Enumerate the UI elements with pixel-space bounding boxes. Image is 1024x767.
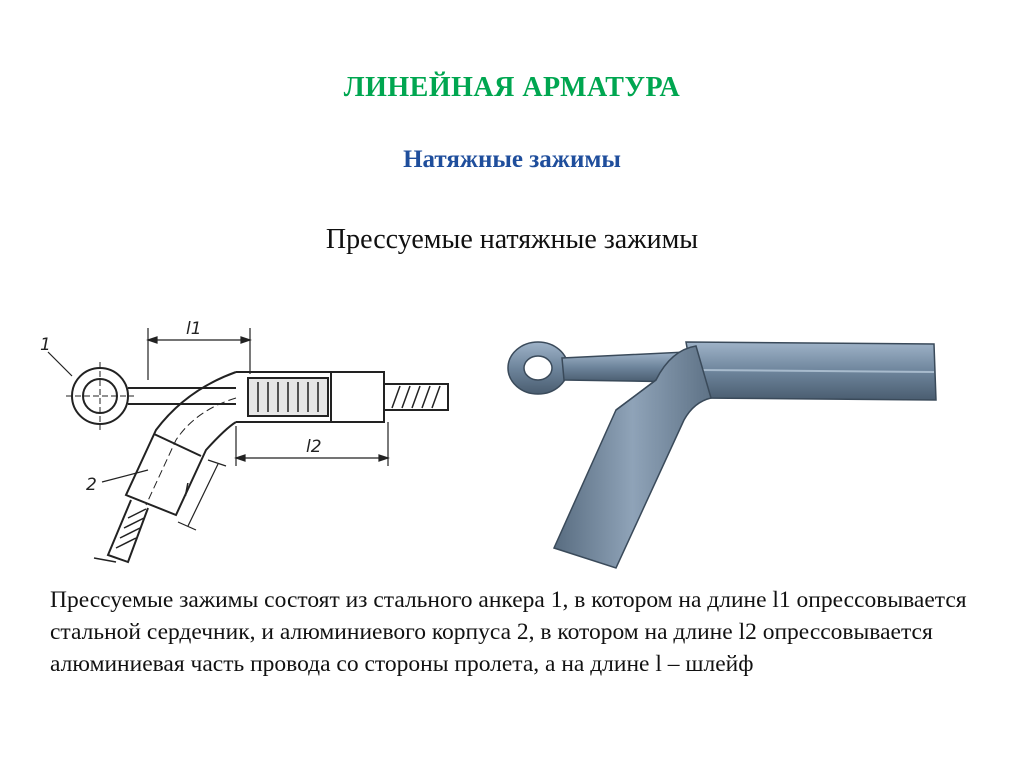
slide-title: ЛИНЕЙНАЯ АРМАТУРА	[343, 72, 681, 103]
clamp-photo	[496, 320, 956, 575]
wire-down	[108, 500, 148, 562]
slide-subtitle: Натяжные зажимы	[403, 146, 621, 173]
clamp-body-bent	[126, 372, 236, 515]
section-heading: Прессуемые натяжные зажимы	[325, 224, 699, 255]
label-2: 2	[86, 475, 97, 495]
dimension-l2: l2	[306, 437, 322, 457]
label-1: 1	[40, 335, 51, 355]
description-text: Прессуемые зажимы состоят из стального анкера 1, в котором на длине l1 опрессовывается стальной сердечник, и алюминиевого корпуса 2, в котором на длине l2 опрессовывается алюминиевая часть провода со стороны пролета, а на длине l – шлейф	[50, 587, 967, 677]
dimension-l1: l1	[186, 319, 202, 339]
dimension-l: l	[184, 481, 189, 501]
clamp-technical-drawing	[36, 310, 476, 575]
